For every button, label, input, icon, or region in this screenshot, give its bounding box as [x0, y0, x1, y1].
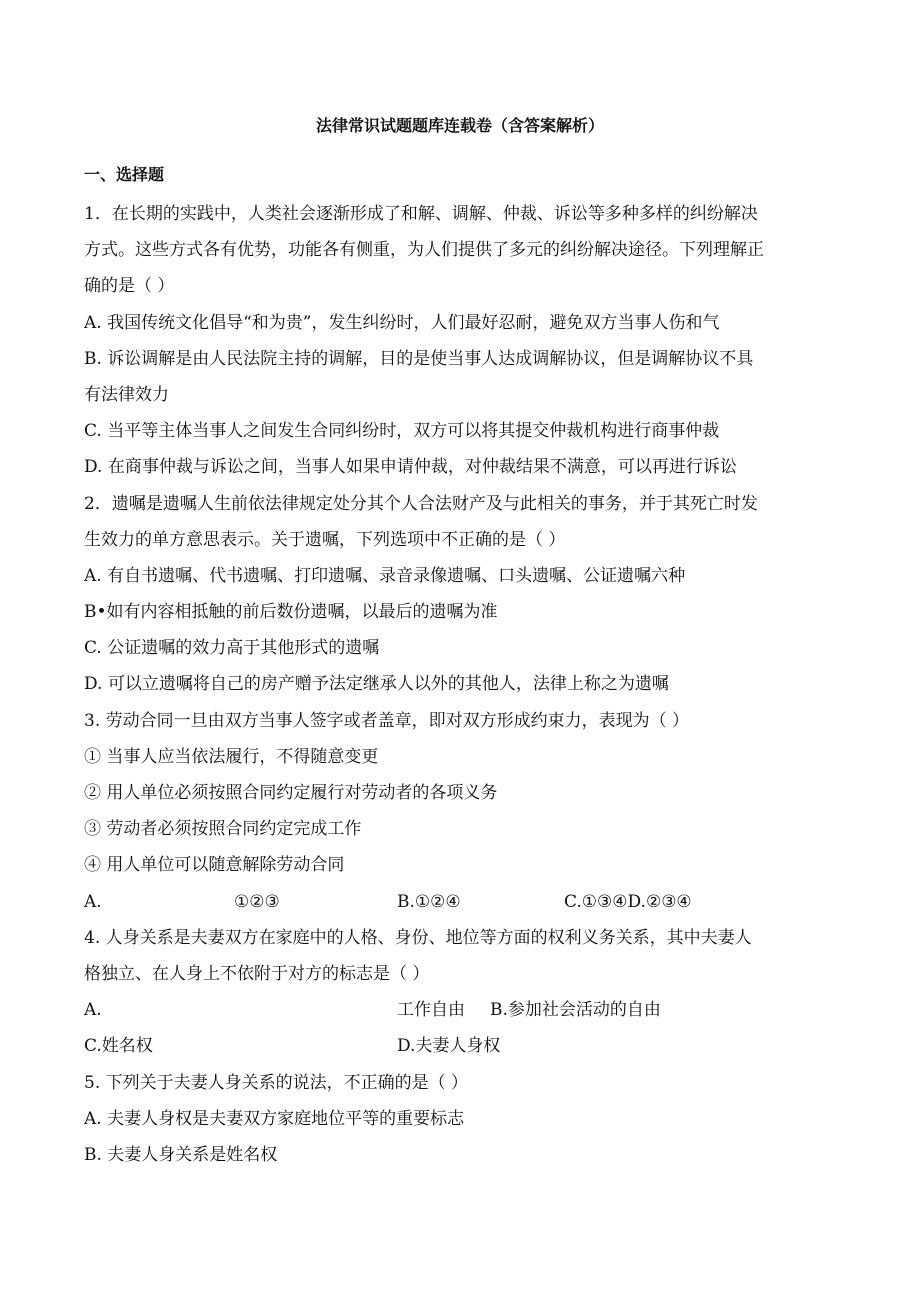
question-1-stem-line-3: 确的是（ ） [84, 276, 175, 297]
question-3-statement-2: ② 用人单位必须按照合同约定履行对劳动者的各项义务 [84, 783, 498, 803]
question-3-statement-1: ① 当事人应当依法履行，不得随意变更 [84, 746, 379, 767]
question-3-choice-a-label: A. [84, 891, 102, 912]
question-3-statement-4: ④ 用人单位可以随意解除劳动合同 [84, 855, 345, 876]
question-4-choice-a-value: 工作自由 [397, 1000, 465, 1021]
question-4-choices-row-1 [84, 992, 836, 1028]
question-4-choice-b: B.参加社会活动的自由 [490, 1000, 661, 1021]
question-4-choices-row-2 [84, 1028, 836, 1064]
question-1-option-d: D. 在商事仲裁与诉讼之间，当事人如果申请仲裁，对仲裁结果不满意，可以再进行诉讼 [84, 457, 737, 478]
question-3-statement-3: ③ 劳动者必须按照合同约定完成工作 [84, 819, 362, 840]
question-4-stem-line-1: 4. 人身关系是夫妻双方在家庭中的人格、身份、地位等方面的权利义务关系，其中夫妻人 [84, 927, 752, 948]
question-3-choices-row [84, 884, 836, 920]
question-2-option-b: B•如有内容相抵触的前后数份遗嘱，以最后的遗嘱为准 [84, 602, 498, 623]
question-3-choice-a-value: ①②③ [234, 891, 280, 912]
question-3-choice-c-d: C.①③④D.②③④ [564, 891, 692, 912]
section-heading: 一、选择题 [84, 165, 165, 184]
question-3-stem: 3. 劳动合同一旦由双方当事人签字或者盖章，即对双方形成约束力，表现为（ ） [84, 710, 690, 731]
document-title: 法律常识试题题库连载卷（含答案解析） [315, 116, 604, 135]
question-2-stem-line-2: 生效力的单方意思表示。关于遗嘱，下列选项中不正确的是（ ） [84, 529, 566, 550]
question-2-stem-line-1: 2．遗嘱是遗嘱人生前依法律规定处分其个人合法财产及与此相关的事务，并于其死亡时发 [84, 493, 758, 514]
question-1-option-c: C. 当平等主体当事人之间发生合同纠纷时，双方可以将其提交仲裁机构进行商事仲裁 [84, 421, 720, 442]
question-4-choice-a-label: A. [84, 1000, 102, 1021]
document-body [84, 196, 836, 1173]
question-2-option-d: D. 可以立遗嘱将自己的房产赠予法定继承人以外的其他人，法律上称之为遗嘱 [84, 674, 669, 695]
question-4-choice-c: C.姓名权 [84, 1036, 153, 1057]
question-1-option-a: A. 我国传统文化倡导“和为贵”，发生纠纷时，人们最好忍耐，避免双方当事人伤和气 [84, 312, 720, 333]
question-1-option-b-line-2: 有法律效力 [84, 384, 169, 405]
question-4-stem-line-2: 格独立、在人身上不依附于对方的标志是（ ） [84, 963, 430, 984]
question-1-stem-line-2: 方式。这些方式各有优势，功能各有侧重，为人们提供了多元的纠纷解决途径。下列理解正 [84, 240, 764, 261]
question-5-stem: 5. 下列关于夫妻人身关系的说法，不正确的是（ ） [84, 1072, 469, 1093]
question-2-option-a: A. 有自书遗嘱、代书遗嘱、打印遗嘱、录音录像遗嘱、口头遗嘱、公证遗嘱六种 [84, 565, 686, 586]
question-4-choice-d: D.夫妻人身权 [397, 1036, 501, 1057]
question-3-choice-b: B.①②④ [397, 891, 461, 912]
question-5-option-b: B. 夫妻人身关系是姓名权 [84, 1144, 278, 1165]
question-1-stem-line-1: 1．在长期的实践中，人类社会逐渐形成了和解、调解、仲裁、诉讼等多种多样的纠纷解决 [84, 204, 758, 224]
question-5-option-a: A. 夫妻人身权是夫妻双方家庭地位平等的重要标志 [84, 1108, 465, 1129]
question-2-option-c: C. 公证遗嘱的效力高于其他形式的遗嘱 [84, 638, 380, 659]
question-1-option-b-line-1: B. 诉讼调解是由人民法院主持的调解，目的是使当事人达成调解协议，但是调解协议不具 [84, 348, 754, 369]
